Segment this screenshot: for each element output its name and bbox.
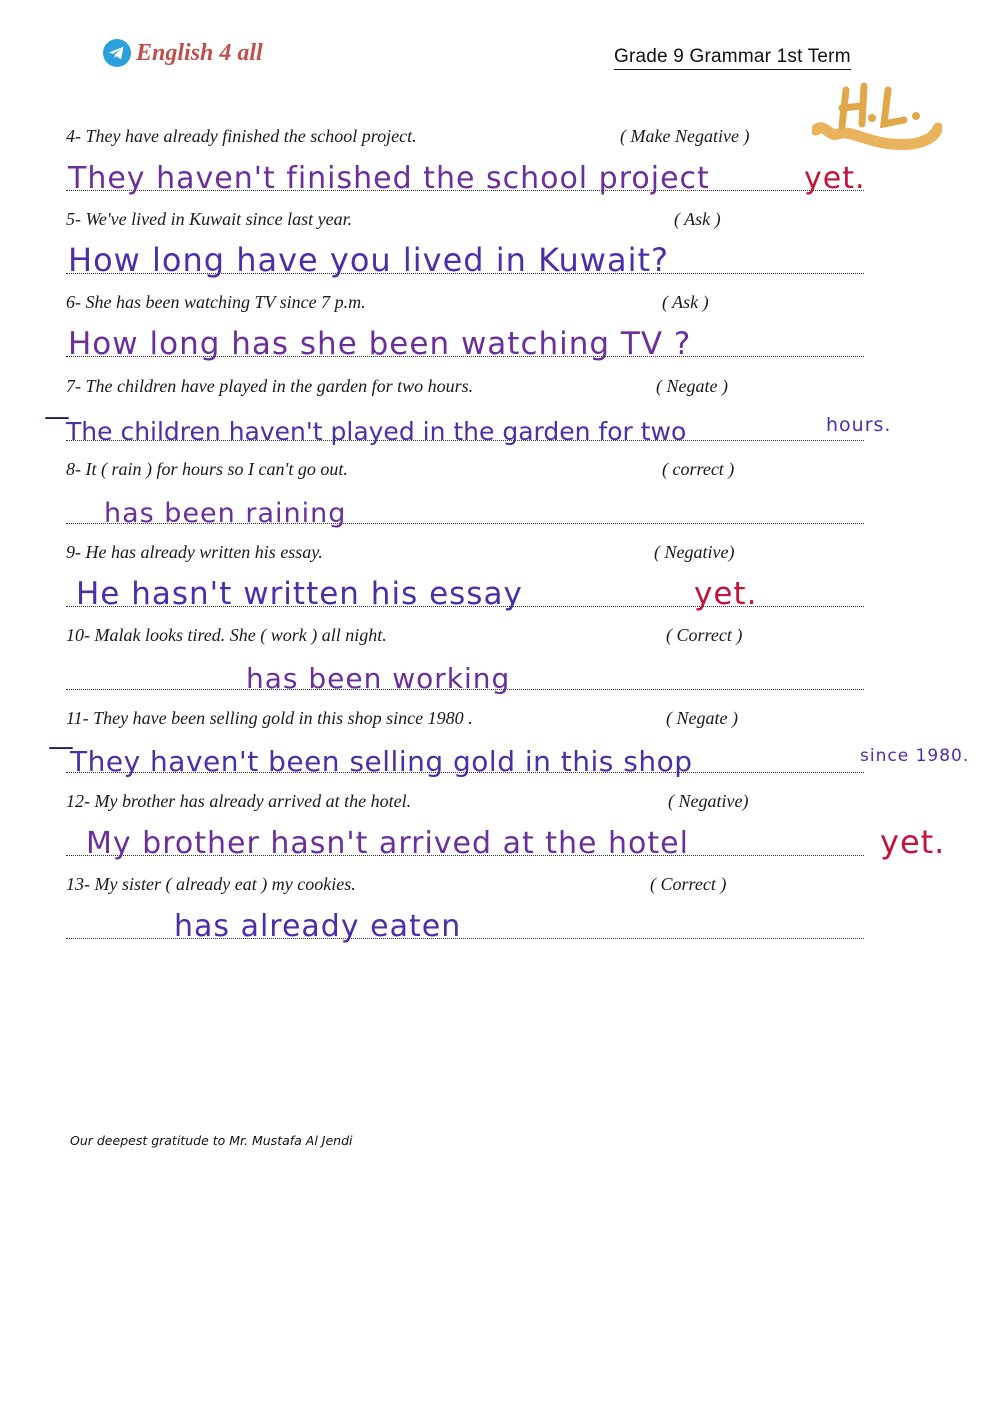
question-text: 11- They have been selling gold in this shop since 1980 . (66, 708, 473, 728)
answer-line (66, 146, 866, 196)
exercise-item-8 (66, 459, 866, 529)
answer-text: How long have you lived in Kuwait? (68, 241, 669, 279)
answer-text: They haven't finished the school project (68, 161, 710, 196)
answer-line (66, 894, 864, 944)
answer-text-red: yet. (804, 161, 866, 196)
answer-line (66, 312, 864, 362)
telegram-icon (102, 38, 132, 68)
brand (102, 38, 263, 68)
answer-text: has been working (246, 662, 511, 695)
instruction-tag: ( Make Negative ) (620, 126, 750, 146)
question-text: 13- My sister ( already eat ) my cookies. (66, 874, 356, 894)
instruction-tag: ( Correct ) (666, 625, 743, 645)
question-text: 8- It ( rain ) for hours so I can't go out. (66, 459, 348, 479)
answer-text-red: yet. (694, 576, 758, 612)
exercise-item-12 (66, 791, 946, 861)
instruction-tag: ( Ask ) (662, 292, 709, 312)
page-title: Grade 9 Grammar 1st Term (614, 46, 851, 70)
instruction-tag: ( Correct ) (650, 874, 727, 894)
answer-line (66, 229, 864, 279)
instruction-tag: ( Negative) (654, 542, 735, 562)
instruction-tag: ( Negate ) (666, 708, 738, 728)
brand-name: English 4 all (136, 39, 263, 66)
answer-text: The children haven't played in the garden for two (66, 417, 687, 446)
instruction-tag: ( Negate ) (656, 376, 728, 396)
answer-text: has been raining (104, 498, 347, 529)
correction-dash: — (44, 402, 70, 432)
correction-dash: — (48, 732, 74, 762)
exercise-item-5 (66, 209, 866, 279)
answer-text-continued: hours. (826, 414, 892, 436)
exercise-item-9 (66, 542, 866, 612)
question-text: 7- The children have played in the garden for two hours. (66, 376, 474, 396)
answer-line (66, 811, 946, 861)
question-text: 10- Malak looks tired. She ( work ) all night. (66, 625, 387, 645)
question-text: 9- He has already written his essay. (66, 542, 323, 562)
answer-text: They haven't been selling gold in this shop (70, 745, 693, 778)
question-text: 12- My brother has already arrived at the hotel. (66, 791, 412, 811)
question-text: 4- They have already finished the school project. (66, 126, 417, 146)
footer-credit: Our deepest gratitude to Mr. Mustafa Al Jendi (70, 1133, 353, 1148)
exercise-item-11 (48, 708, 970, 778)
instruction-tag: ( correct ) (662, 459, 735, 479)
answer-text: has already eaten (174, 909, 462, 944)
answer-line (66, 645, 864, 695)
exercise-item-6 (66, 292, 866, 362)
answer-line (66, 479, 864, 529)
answer-text-red: yet. (880, 823, 946, 861)
answer-text: He hasn't written his essay (76, 576, 523, 612)
answer-text: My brother hasn't arrived at the hotel (86, 826, 689, 861)
answer-text: How long has she been watching TV ? (68, 326, 692, 362)
exercise-item-4 (66, 126, 866, 196)
answer-line (48, 728, 970, 778)
instruction-tag: ( Negative) (668, 791, 749, 811)
exercise-item-7 (44, 376, 892, 446)
answer-line (44, 396, 892, 446)
answer-text-continued: since 1980. (860, 746, 970, 766)
exercise-item-10 (66, 625, 866, 695)
instruction-tag: ( Ask ) (674, 209, 721, 229)
question-text: 6- She has been watching TV since 7 p.m. (66, 292, 366, 312)
question-text: 5- We've lived in Kuwait since last year. (66, 209, 353, 229)
exercise-item-13 (66, 874, 866, 944)
answer-line (66, 562, 864, 612)
